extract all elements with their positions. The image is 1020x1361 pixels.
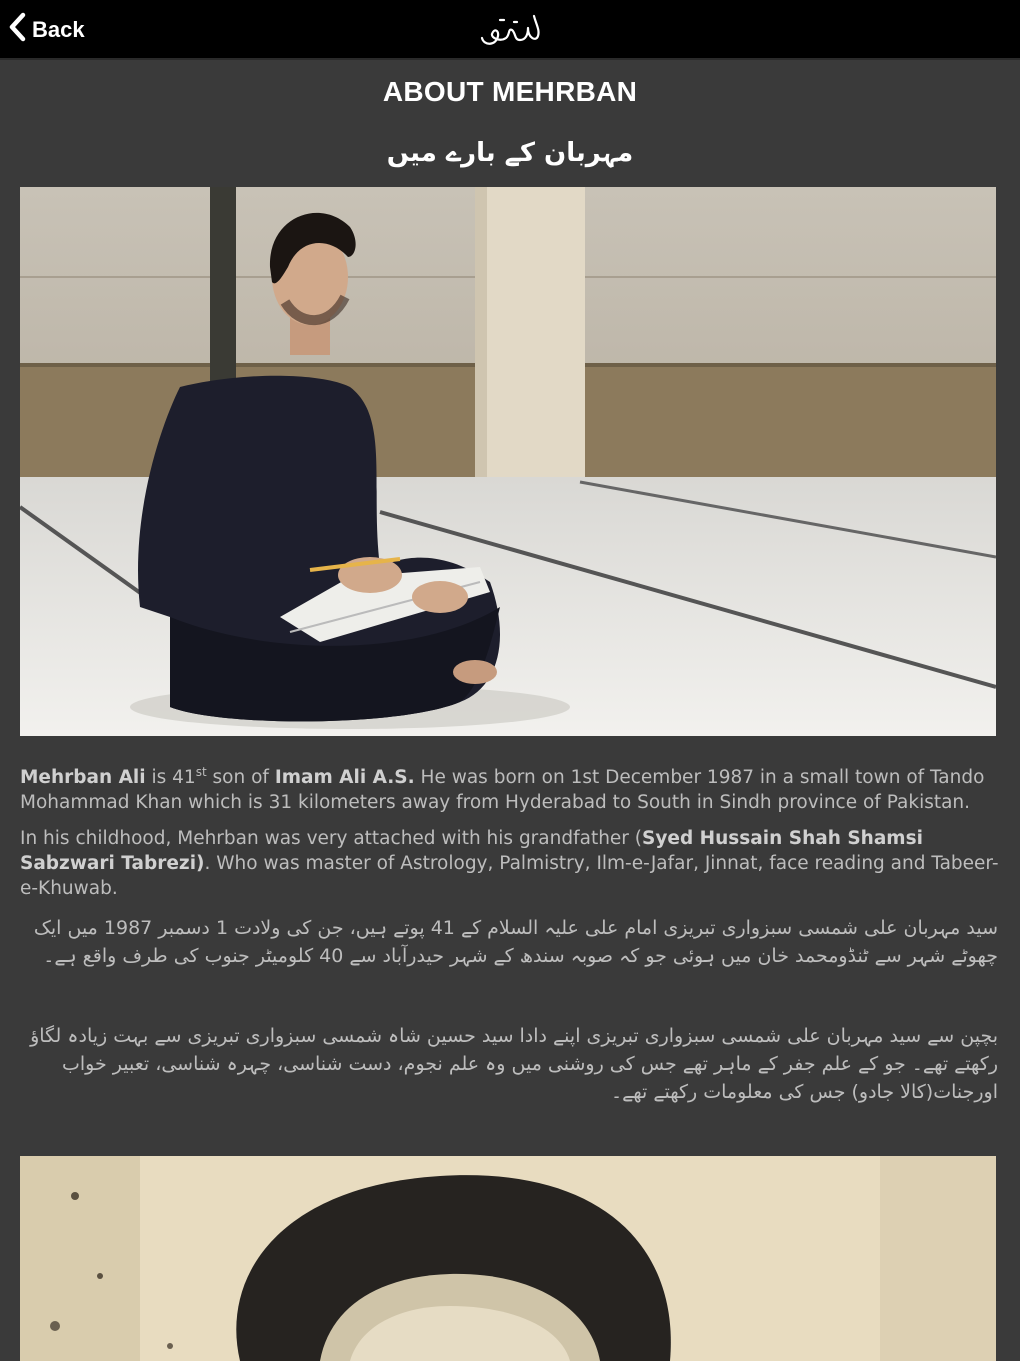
bio-name: Mehrban Ali [20,767,146,789]
bio-imam: Imam Ali A.S. [274,767,415,789]
page-title-urdu: مہربان کے بارے میں [386,138,634,168]
bio-ordinal: st [195,765,207,779]
bio-is: is 41 [145,767,196,789]
top-bar [0,0,1020,60]
bio-son-of: son of [206,767,275,789]
bio-urdu-paragraph-1: سید مہربان علی شمسی سبزواری تبریزی امام علی علیہ السلام کے 41 پوتے ہیں، جن کی ولادت 1 دسمبر 1987 میں ایک چھوٹے شہر سے ٹنڈومحمد خان میں ہوئی جو کہ صوبہ سندھ کے شہر حیدرآباد سے 40 کلومیٹر جنوب کی طرف واقع ہے۔ [33,917,998,967]
page-title: ABOUT MEHRBAN [382,76,638,107]
app-logo [470,8,550,52]
bio-grandfather: Syed Hussain Shah Shamsi Sabzwari Tabrezi) [20,828,923,874]
back-label: Back [32,17,85,42]
bio-paragraph-1 [20,760,1000,815]
bio-p1-rest: He was born on 1st December 1987 in a small town of Tando Mohammad Khan which is 31 kilometers away from Hyderabad to South in Sindh province of Pakistan. [20,767,985,814]
bio-urdu-paragraph-2: بچپن سے سید مہربان علی شمسی سبزواری تبریزی اپنے دادا سید حسین شاہ شمسی سبزواری تبریزی سے بہت زیادہ لگاؤ رکھتے تھے۔ جو کے علم جفر کے ماہر تھے جس کی روشنی میں وہ علم نجوم، دست شناسی، چہرہ شناسی، تعبیر خواب اورجنات(کالا جادو) جس کی معلومات رکھتے تھے۔ [30,1025,998,1103]
grandfather-photo [20,1156,996,1361]
back-button[interactable] [8,12,85,48]
profile-photo [20,187,996,736]
bio-p2-rest: . Who was master of Astrology, Palmistry, Ilm-e-Jafar, Jinnat, face reading and Tabeer-e-Khuwab. [20,853,999,899]
chevron-left-icon [8,12,26,48]
bio-paragraph-2 [20,826,1000,901]
bio-p2-start: In his childhood, Mehrban was very attached with his grandfather ( [20,828,643,849]
